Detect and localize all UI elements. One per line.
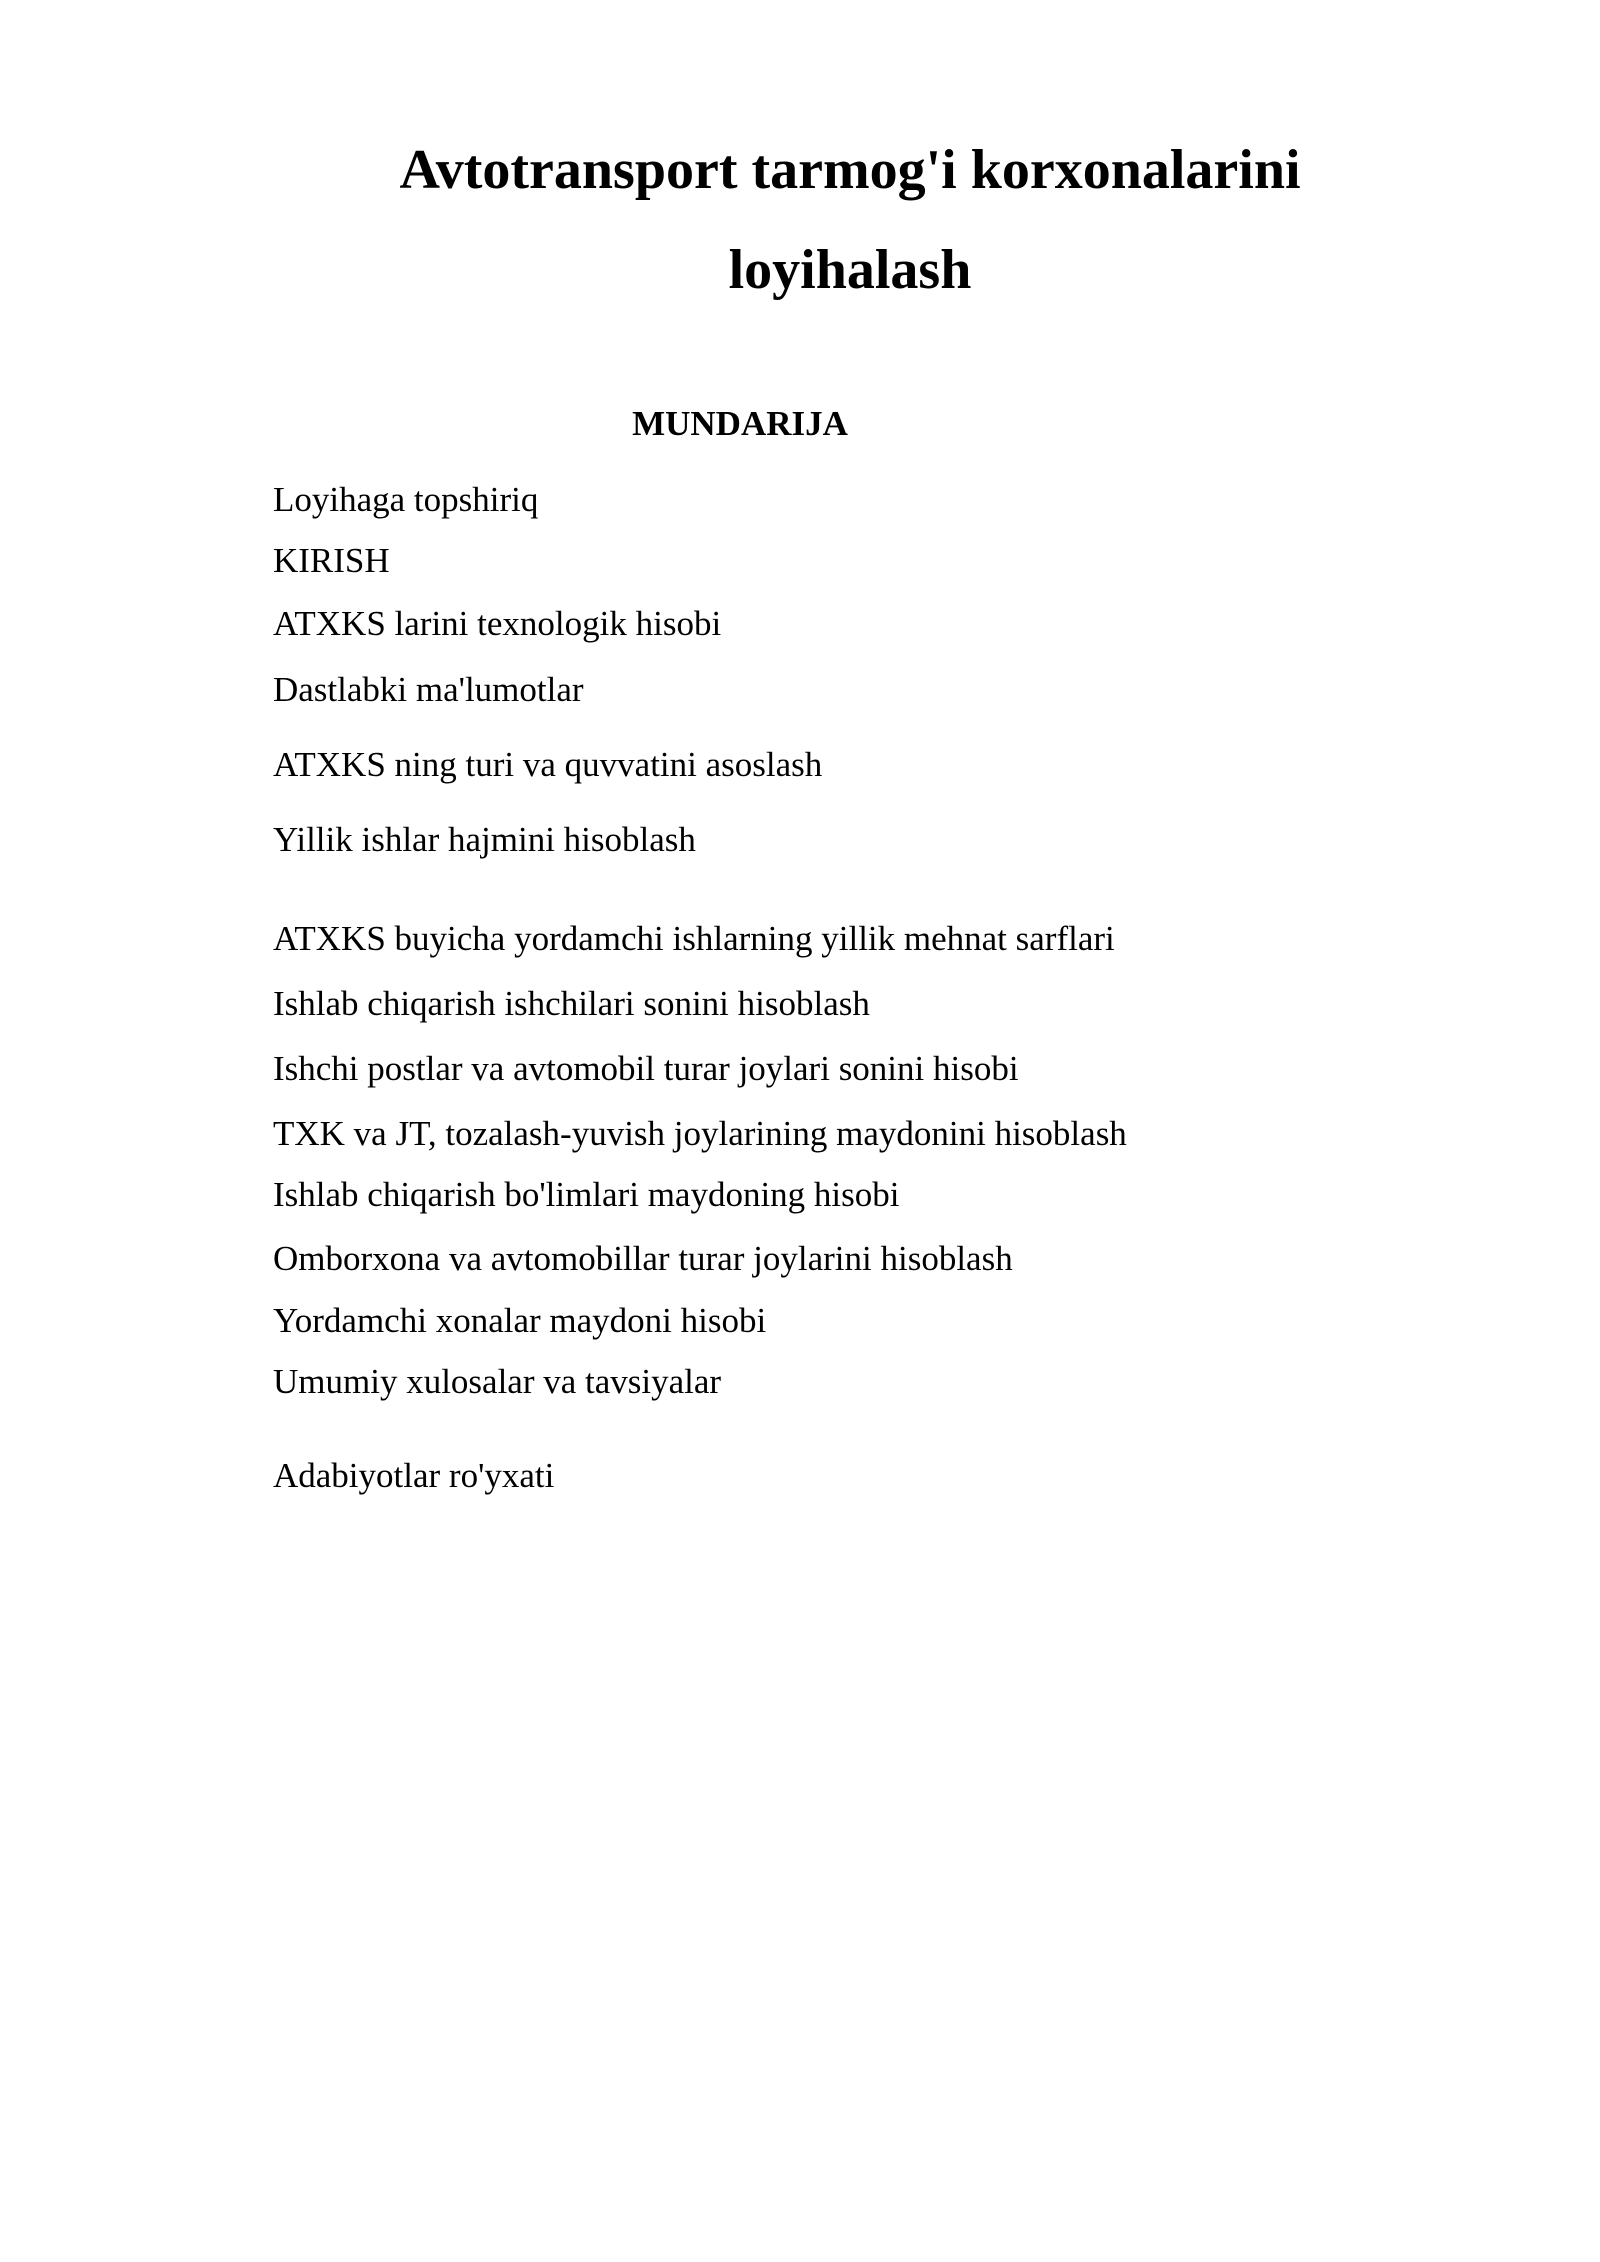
toc-item: Omborxona va avtomobillar turar joylarini hisoblash: [273, 1239, 1013, 1278]
document-title-line-1: Avtotransport tarmog'i korxonalarini: [399, 139, 1301, 201]
toc-item: TXK va JT, tozalash-yuvish joylarining maydonini hisoblash: [273, 1114, 1127, 1153]
toc-item: Yordamchi xonalar maydoni hisobi: [273, 1301, 767, 1340]
toc-item: Yillik ishlar hajmini hisoblash: [273, 820, 696, 859]
toc-item: Adabiyotlar ro'yxati: [273, 1456, 555, 1495]
toc-item: ATXKS ning turi va quvvatini asoslash: [273, 745, 823, 784]
toc-item: Loyihaga topshiriq: [273, 480, 539, 519]
toc-item: KIRISH: [273, 541, 390, 580]
toc-item: Ishchi postlar va avtomobil turar joylari sonini hisobi: [273, 1049, 1019, 1088]
toc-heading: MUNDARIJA: [632, 404, 848, 443]
toc-item: ATXKS larini texnologik hisobi: [273, 604, 722, 643]
document-title-line-2: loyihalash: [728, 239, 972, 301]
toc-item: Umumiy xulosalar va tavsiyalar: [273, 1362, 722, 1401]
toc-item: Dastlabki ma'lumotlar: [273, 670, 584, 709]
toc-item: Ishlab chiqarish ishchilari sonini hisoblash: [273, 984, 870, 1023]
toc-item: Ishlab chiqarish bo'limlari maydoning hisobi: [273, 1175, 900, 1214]
toc-item: ATXKS buyicha yordamchi ishlarning yillik mehnat sarflari: [273, 919, 1115, 958]
